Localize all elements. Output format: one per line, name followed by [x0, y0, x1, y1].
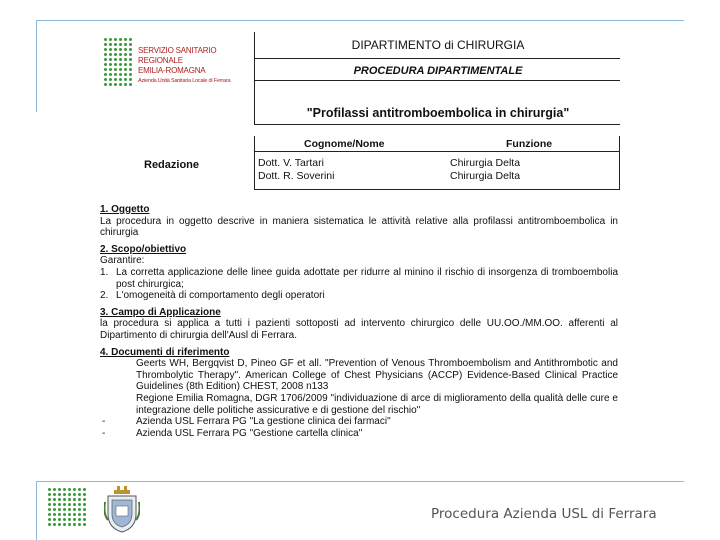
list-text: La corretta applicazione delle linee guida adottate per ridurre al minino il rischio di insorgenza di tromboembolia post chirurgica;	[116, 266, 618, 290]
author-name: Dott. R. Soverini	[258, 170, 335, 182]
footer-divider	[36, 481, 684, 482]
document-body	[100, 204, 618, 439]
reference-item: Geerts WH, Bergqvist D, Pineo GF et all. "Prevention of Venous Thromboembolism and Antithrombotic and Thrombolytic Therapy". American College of Chest Physicians (ACCP) Evidence-Based Clinical Practice Guidelines (8th Edition) CHEST, 2008 n133	[136, 358, 618, 393]
header-rule	[254, 124, 620, 125]
reference-item	[100, 416, 618, 428]
list-item	[100, 290, 618, 302]
section-heading: 3. Campo di Applicazione	[100, 306, 221, 318]
list-number: 1.	[100, 266, 109, 278]
list-text: L'omogeneità di comportamento degli operatori	[116, 290, 325, 302]
header-rule	[254, 58, 620, 59]
author-name: Dott. V. Tartari	[258, 157, 324, 169]
reference-text: Azienda USL Ferrara PG "Gestione cartella clinica"	[136, 427, 363, 439]
org-line-2: EMILIA-ROMAGNA	[138, 66, 206, 75]
reference-item	[100, 428, 618, 440]
author-role: Chirurgia Delta	[450, 170, 521, 182]
section-text: la procedura si applica a tutti i pazienti sottoposti ad intervento chirurgico delle UU.OO./MM.OO. afferenti al Dipartimento di chirurgia dell'Ausl di Ferrara.	[100, 318, 618, 341]
slide-frame-top	[36, 20, 684, 21]
list-item	[100, 267, 618, 290]
authors-table	[98, 136, 620, 190]
table-rule	[254, 189, 620, 190]
organization-logo	[98, 32, 254, 124]
section-heading: 1. Oggetto	[100, 204, 150, 215]
bullet: -	[102, 427, 106, 439]
section-heading: 2. Scopo/obiettivo	[100, 243, 187, 255]
procedure-type: PROCEDURA DIPARTIMENTALE	[353, 65, 523, 77]
table-rule	[619, 136, 620, 190]
section-heading: 4. Documenti di riferimento	[100, 346, 230, 358]
column-header-role: Funzione	[506, 138, 553, 150]
footer-text: Procedura Azienda USL di Ferrara	[431, 506, 657, 522]
slide-frame-left	[36, 20, 37, 112]
row-label-redazione: Redazione	[144, 159, 200, 171]
document-title: "Profilassi antitromboembolica in chirurgia"	[306, 106, 570, 120]
footer-frame-left	[36, 481, 37, 540]
footer-logo-dots-icon	[48, 488, 92, 532]
section-text: La procedura in oggetto descrive in maniera sistematica le attività relative alla profilassi antitromboembolica in chirurgia	[100, 215, 618, 239]
reference-item: Regione Emilia Romagna, DGR 1706/2009 "individuazione di arce di miglioramento della qualità delle cure e integrazione delle politiche assicurative e di gestione del rischio"	[136, 392, 618, 416]
org-line-1: SERVIZIO SANITARIO REGIONALE	[138, 46, 217, 65]
header-rule	[254, 80, 620, 81]
reference-text: Azienda USL Ferrara PG "La gestione clinica dei farmaci"	[136, 416, 391, 428]
table-rule	[254, 151, 620, 152]
list-number: 2.	[100, 290, 109, 302]
document-header	[98, 32, 620, 124]
column-header-name: Cognome/Nome	[304, 138, 385, 150]
header-divider	[254, 32, 255, 124]
department-name: DIPARTIMENTO di CHIRURGIA	[351, 38, 525, 52]
ferrara-crest-icon	[104, 484, 140, 534]
org-line-3: Azienda Unità Sanitaria Locale di Ferrara	[138, 78, 231, 84]
section-text: Garantire:	[100, 255, 145, 267]
author-role: Chirurgia Delta	[450, 157, 521, 169]
organization-name	[138, 46, 254, 86]
bullet: -	[102, 416, 106, 428]
document-page	[98, 32, 620, 478]
table-rule	[254, 136, 255, 190]
logo-dots-icon	[104, 38, 134, 90]
